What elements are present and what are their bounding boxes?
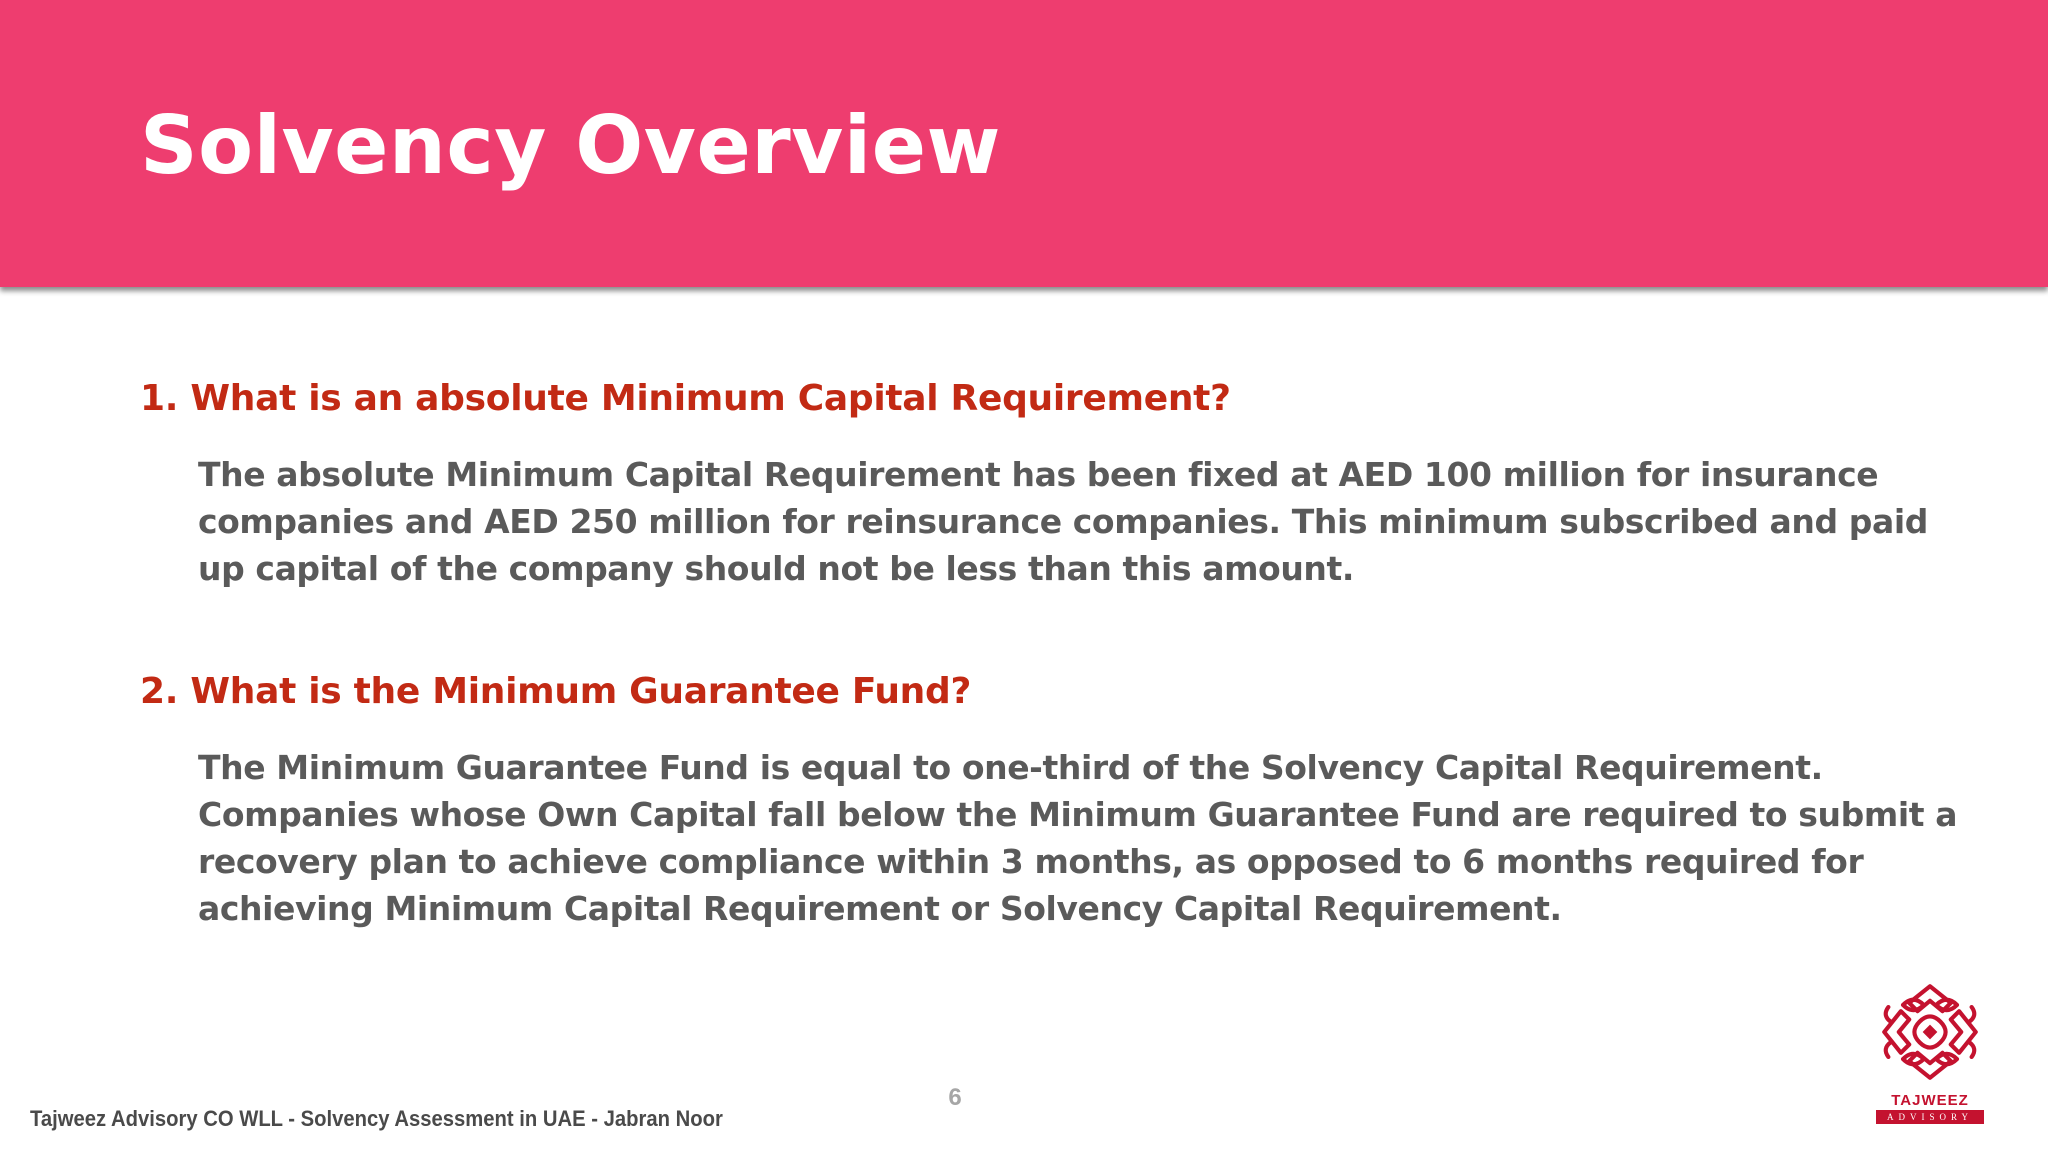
page-number: 6 [948, 1084, 962, 1111]
logo-name: TAJWEEZ [1891, 1092, 1969, 1109]
logo-subtitle: ADVISORY [1876, 1110, 1984, 1124]
tajweez-logo [1872, 980, 1988, 1124]
tajweez-calligraphy-icon [1878, 980, 1982, 1084]
footer-caption: Tajweez Advisory CO WLL - Solvency Assessment in UAE - Jabran Noor [30, 1106, 723, 1131]
answer-1: The absolute Minimum Capital Requirement has been fixed at AED 100 million for insurance companies and AED 250 million for reinsurance companies. This minimum subscribed and paid up capital of the company should not be less than this amount. [198, 455, 1928, 588]
answer-2: The Minimum Guarantee Fund is equal to one-third of the Solvency Capital Requirement. Companies whose Own Capital fall below the Minimum Guarantee Fund are required to submit a recovery plan to achieve compliance within 3 months, as opposed to 6 months required for achieving Minimum Capital Requirement or Solvency Capital Requirement. [198, 748, 1958, 928]
question-1: 1. What is an absolute Minimum Capital Requirement? [140, 378, 1231, 419]
slide-title: Solvency Overview [140, 99, 1001, 192]
question-2: 2. What is the Minimum Guarantee Fund? [140, 671, 972, 712]
title-banner [0, 0, 2048, 287]
